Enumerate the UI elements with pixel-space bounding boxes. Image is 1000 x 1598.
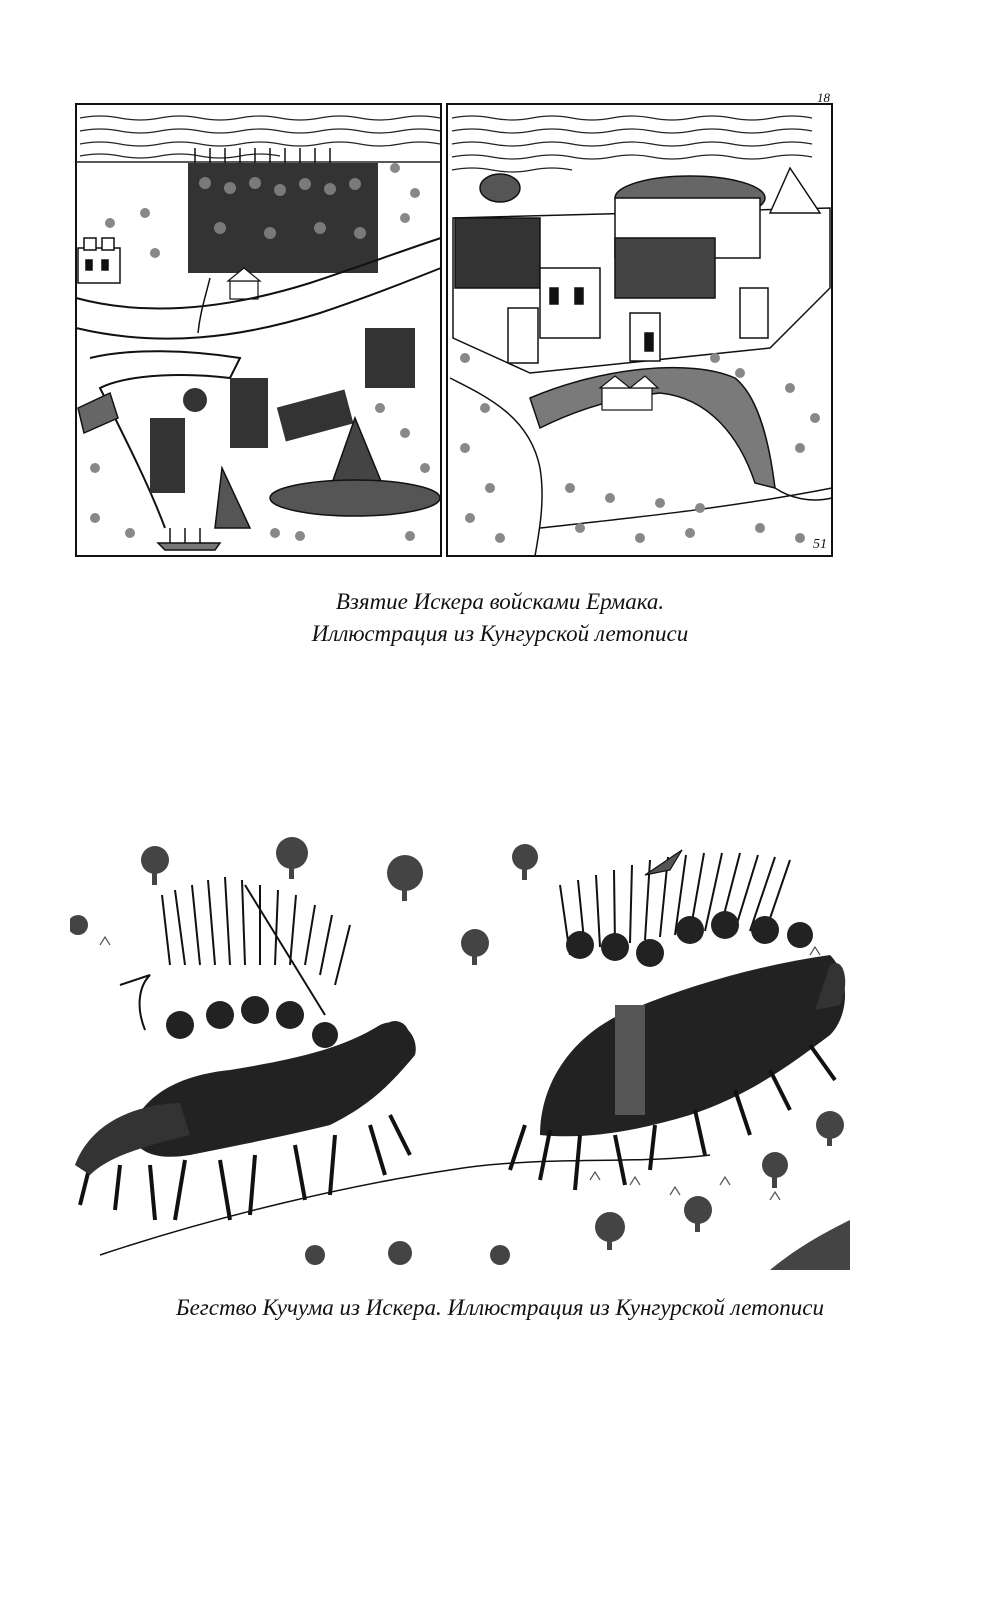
left-manuscript-text <box>76 116 441 162</box>
boats <box>158 528 220 550</box>
top-illustration <box>70 88 840 563</box>
cossack-army-top <box>188 148 378 273</box>
left-bridge <box>78 393 118 433</box>
right-river-line <box>450 378 542 556</box>
isker-city <box>453 168 830 373</box>
iskar-capture-drawing <box>70 88 840 563</box>
bottom-right-slope <box>770 1220 850 1270</box>
left-cavalry-spears <box>162 877 350 1015</box>
folio-number: 51 <box>813 537 827 552</box>
top-caption-line2: Иллюстрация из Кунгурской летописи <box>311 621 689 646</box>
right-manuscript-text <box>452 116 812 172</box>
top-caption-line1: Взятие Искера войсками Ермака. <box>335 589 665 614</box>
right-ground-line <box>540 488 832 528</box>
bottom-illustration <box>70 835 850 1270</box>
kuchum-flight-drawing <box>70 835 850 1270</box>
left-fortress <box>78 238 120 283</box>
page-number: 18 <box>817 90 830 105</box>
left-horse-bodies <box>75 1103 190 1175</box>
ground-line <box>100 1155 710 1255</box>
right-cavalry-riders <box>540 911 845 1136</box>
whip <box>120 975 150 1030</box>
bottom-caption: Бегство Кучума из Искера. Иллюстрация из Кунгурской летописи <box>176 1295 824 1320</box>
